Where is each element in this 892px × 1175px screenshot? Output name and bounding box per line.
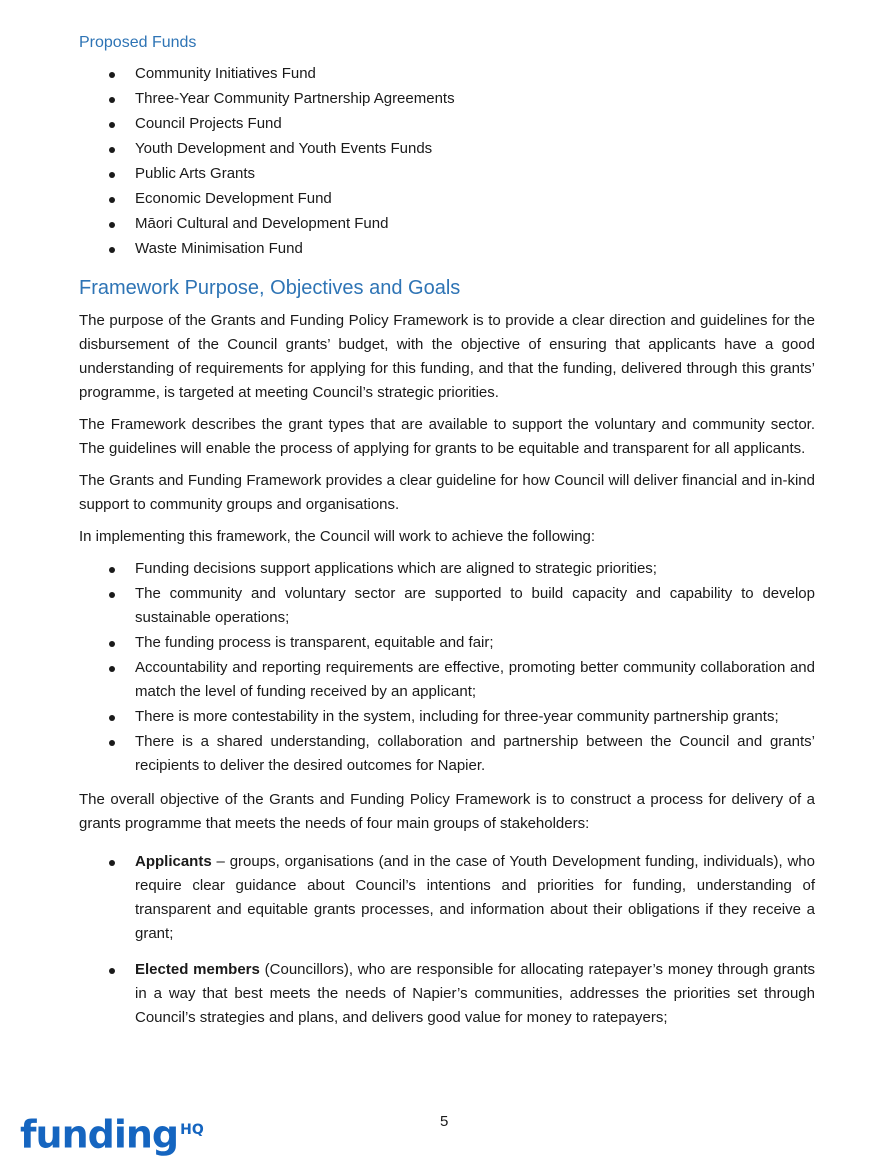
bullet-icon [109,666,115,672]
stakeholder-description: – groups, organisations (and in the case of Youth Development funding, individuals), who require clear guidance about Council’s intentions and priorities for funding, understanding of transparent and equitable grants processes, and information about their obligations if they receive a grant; [135,853,815,942]
stakeholder-description: (Councillors), who are responsible for allocating ratepayer’s money through grants in a way that best meets the needs of Napier’s communities, addresses the priorities set through Council’s strategies and plans, and delivers good value for money to ratepayers; [135,961,815,1026]
page-content [79,32,815,1042]
list-item: There is more contestability in the system, including for three-year community partnership grants; [79,705,815,729]
list-item: The funding process is transparent, equitable and fair; [79,631,815,655]
stakeholder-term: Elected members [135,961,260,978]
bullet-icon [109,715,115,721]
list-item: There is a shared understanding, collaboration and partnership between the Council and grants’ recipients to deliver the desired outcomes for Napier. [79,730,815,778]
overall-objective-paragraph: The overall objective of the Grants and Funding Policy Framework is to construct a process for delivery of a grants programme that meets the needs of four main groups of stakeholders: [79,791,815,832]
bullet-icon [109,740,115,746]
bullet-icon [109,97,115,103]
bullet-icon [109,222,115,228]
proposed-funds-heading: Proposed Funds [79,34,197,51]
list-item: Accountability and reporting requirements are effective, promoting better community collaboration and match the level of funding received by an applicant; [79,656,815,704]
list-item: Council Projects Fund [79,112,815,136]
bullet-icon [109,197,115,203]
fundinghq-logo: funding $^{HQ}$ [20,1112,204,1157]
framework-description-paragraph: The Framework describes the grant types that are available to support the voluntary and community sector. The guidelines will enable the process of applying for grants to be equitable and transparent for all applicants. [79,416,815,457]
list-item: Community Initiatives Fund [79,62,815,86]
list-item: The community and voluntary sector are supported to build capacity and capability to develop sustainable operations; [79,582,815,630]
objectives-list [79,557,815,778]
stakeholder-term: Applicants [135,853,212,870]
list-item: Economic Development Fund [79,187,815,211]
stakeholders-list [79,850,815,1030]
bullet-icon [109,122,115,128]
bullet-icon [109,968,115,974]
list-item [79,958,815,1030]
list-item [79,850,815,946]
page-number: 5 [440,1113,449,1130]
proposed-funds-list [79,62,815,261]
bullet-icon [109,641,115,647]
bullet-icon [109,567,115,573]
bullet-icon [109,172,115,178]
guideline-paragraph: The Grants and Funding Framework provides a clear guideline for how Council will deliver financial and in-kind support to community groups and organisations. [79,472,815,513]
framework-heading: Framework Purpose, Objectives and Goals [79,277,461,299]
list-item: Waste Minimisation Fund [79,237,815,261]
list-item: Youth Development and Youth Events Funds [79,137,815,161]
list-item: Three-Year Community Partnership Agreements [79,87,815,111]
list-item: Māori Cultural and Development Fund [79,212,815,236]
bullet-icon [109,247,115,253]
bullet-icon [109,592,115,598]
bullet-icon [109,72,115,78]
bullet-icon [109,147,115,153]
list-item: Public Arts Grants [79,162,815,186]
list-item: Funding decisions support applications which are aligned to strategic priorities; [79,557,815,581]
bullet-icon [109,860,115,866]
implementing-paragraph: In implementing this framework, the Council will work to achieve the following: [79,528,596,545]
purpose-paragraph: The purpose of the Grants and Funding Policy Framework is to provide a clear direction and guidelines for the disbursement of the Council grants’ budget, with the objective of ensuring that applicants have a good understanding of requirements for applying for this funding, and that the funding, delivered through this grants’ programme, is targeted at meeting Council’s strategic priorities. [79,312,815,401]
